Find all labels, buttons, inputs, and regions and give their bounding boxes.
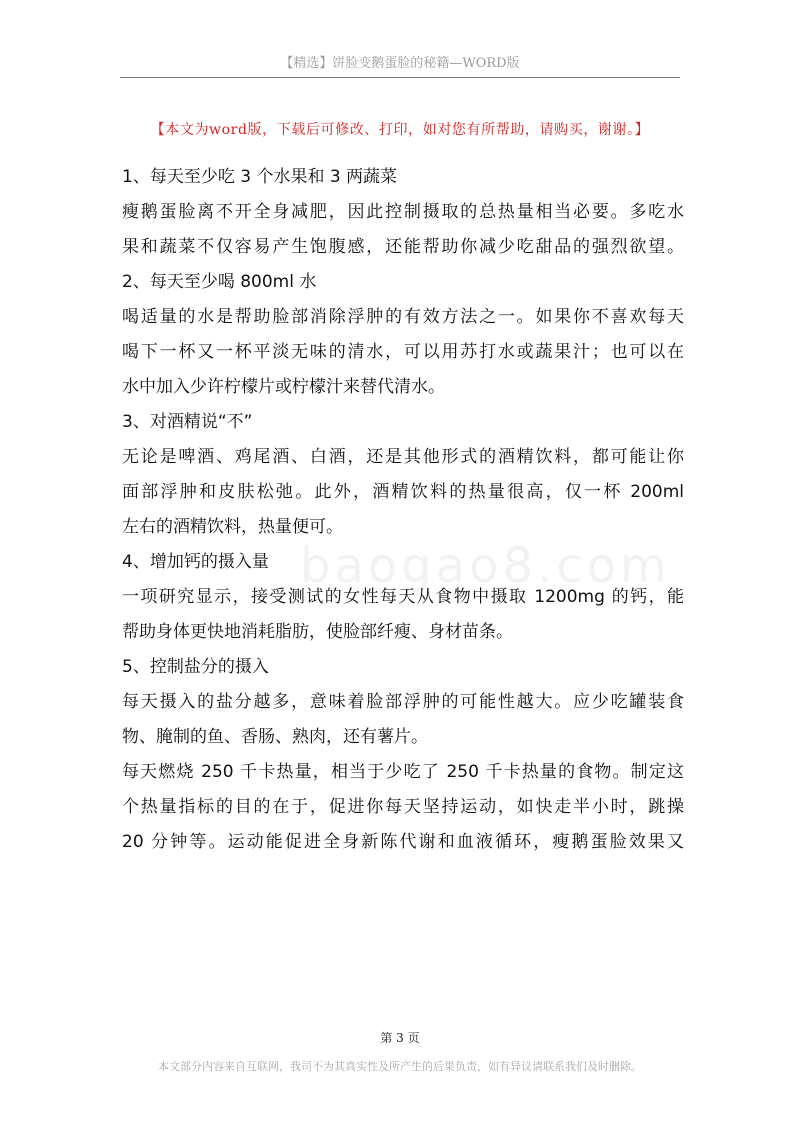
page-number: 第 3 页 [380, 1031, 420, 1045]
document-body [122, 166, 684, 866]
purchase-notice: 【本文为word版，下载后可修改、打印，如对您有所帮助，请购买，谢谢。】 [150, 122, 650, 138]
body-line: 每天摄入的盐分越多，意味着脸部浮肿的可能性越大。应少吃罐装食 [122, 692, 684, 712]
body-line: 一项研究显示，接受测试的女性每天从食物中摄取 1200mg 的钙，能 [122, 587, 684, 607]
body-line: 左右的酒精饮料，热量便可。 [122, 517, 343, 537]
body-line: 水中加入少许柠檬片或柠檬汁来替代清水。 [122, 377, 445, 397]
body-line: 每天燃烧 250 千卡热量，相当于少吃了 250 千卡热量的食物。制定这 [122, 762, 684, 782]
body-line: 物、腌制的鱼、香肠、熟肉，还有薯片。 [122, 727, 428, 747]
body-line: 无论是啤酒、鸡尾酒、白酒，还是其他形式的酒精饮料，都可能让你 [122, 447, 684, 467]
body-line: 面部浮肿和皮肤松弛。此外，酒精饮料的热量很高，仅一杯 200ml [122, 482, 684, 502]
body-line: 5、控制盐分的摄入 [122, 657, 269, 677]
footer-disclaimer: 本文部分内容来自互联网，我司不为其真实性及所产生的后果负责，如有异议请联系我们及时删除。 [158, 1060, 642, 1073]
body-line: 瘦鹅蛋脸离不开全身减肥，因此控制摄取的总热量相当必要。多吃水 [122, 202, 684, 222]
body-line: 帮助身体更快地消耗脂肪，使脸部纤瘦、身材苗条。 [122, 622, 513, 642]
body-line: 1、每天至少吃 3 个水果和 3 两蔬菜 [122, 167, 398, 187]
body-line: 果和蔬菜不仅容易产生饱腹感，还能帮助你减少吃甜品的强烈欲望。 [122, 237, 684, 257]
header-divider [120, 77, 680, 78]
body-line: 2、每天至少喝 800ml 水 [122, 272, 317, 292]
body-line: 4、增加钙的摄入量 [122, 552, 269, 572]
body-line: 个热量指标的目的在于，促进你每天坚持运动，如快走半小时，跳操 [122, 797, 684, 817]
body-line: 喝下一杯又一杯平淡无味的清水，可以用苏打水或蔬果汁；也可以在 [122, 342, 684, 362]
body-line: 喝适量的水是帮助脸部消除浮肿的有效方法之一。如果你不喜欢每天 [122, 307, 684, 327]
body-line: 20 分钟等。运动能促进全身新陈代谢和血液循环，瘦鹅蛋脸效果又 [122, 832, 684, 852]
page-header: 【精选】饼脸变鹅蛋脸的秘籍—WORD版 [280, 56, 520, 71]
watermark: baogao8.com [300, 538, 671, 594]
body-line: 3、对酒精说“不” [122, 412, 253, 432]
